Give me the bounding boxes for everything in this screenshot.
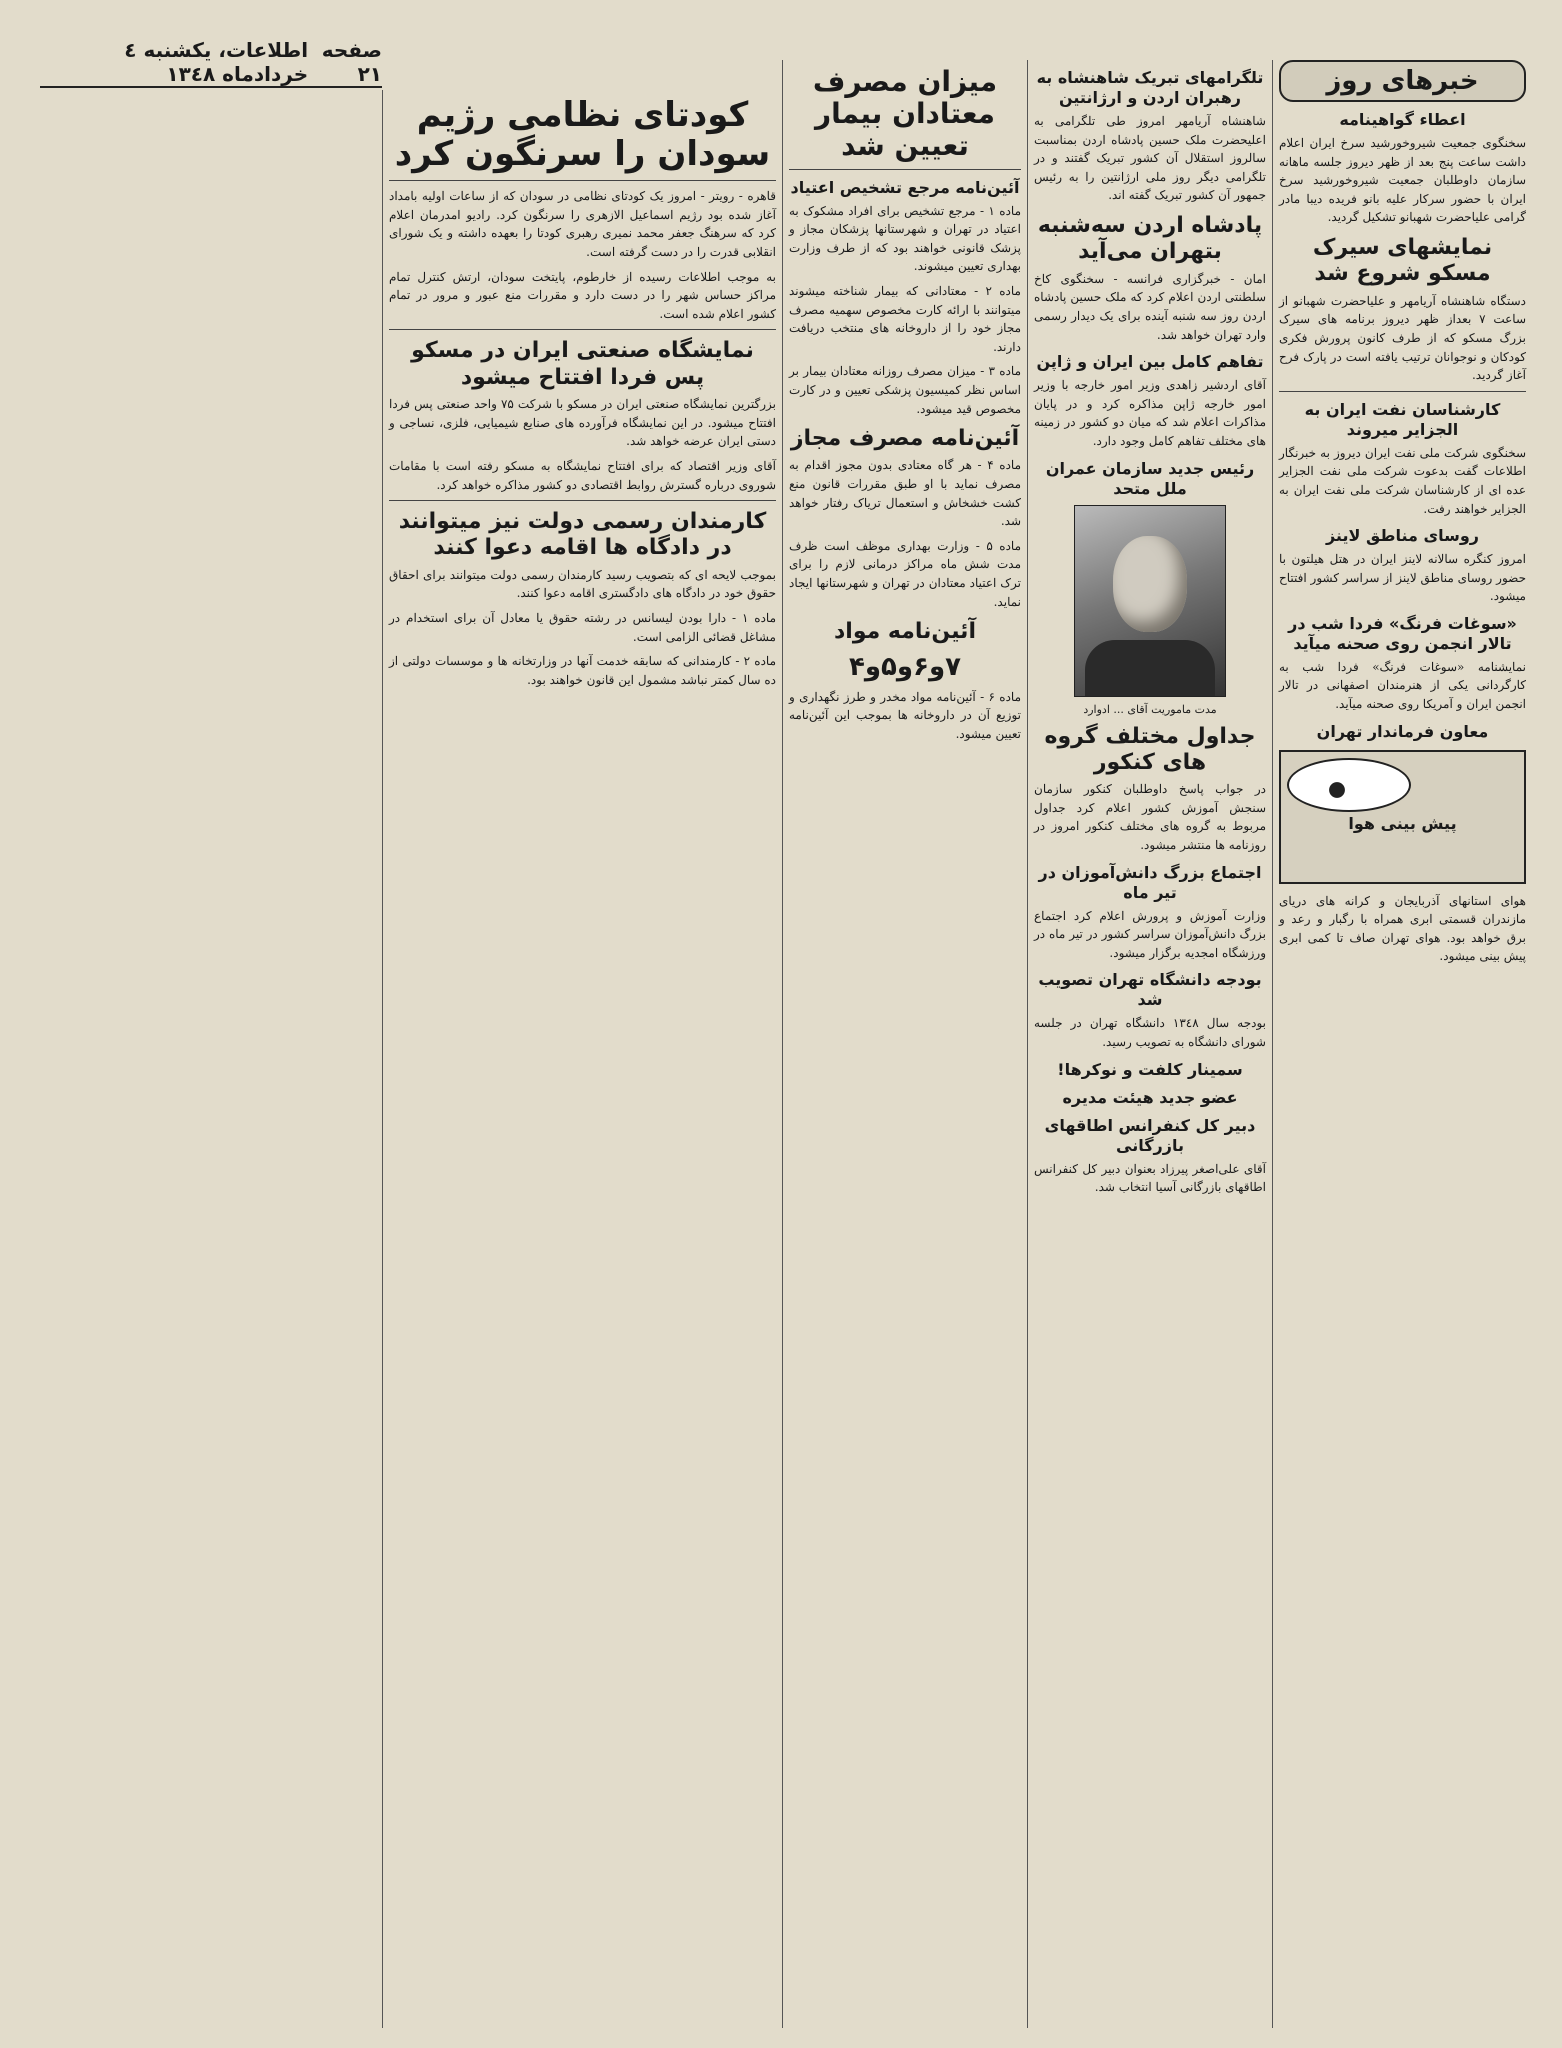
headline: آئین‌نامه مواد: [834, 619, 976, 645]
article-text: به موجب اطلاعات رسیده از خارطوم، پایتخت سودان، ارتش کنترل تمام مراکز حساس شهر را در دست دارد و مقررات منع عبور و مرور در تمام کشور اعلام شده است.: [389, 269, 776, 321]
headline: دبیر کل کنفرانس اطاقهای بازرگانی: [1044, 1115, 1256, 1155]
headline: تلگرامهای تبریک شاهنشاه به رهبران اردن و ارژانتین: [1036, 68, 1264, 107]
article-text: وزارت آموزش و پرورش اعلام کرد اجتماع بزرگ دانش‌آموزان سراسر کشور در تیر ماه در ورزشگاه امجدیه برگزار میشود.: [1034, 908, 1266, 960]
headline: سمینار کلفت و نوکرها!: [1057, 1059, 1243, 1079]
section-title: خبرهای روز: [1279, 60, 1526, 102]
headline: اعطاء گواهینامه: [1339, 110, 1466, 129]
weather-title: پیش بینی هوا: [1348, 813, 1457, 833]
portrait-photo: [1074, 505, 1226, 697]
headline: رئیس جدید سازمان عمران ملل متحد: [1045, 458, 1255, 498]
sun-icon: [1319, 772, 1355, 808]
article-text: امان - خبرگزاری فرانسه - سخنگوی کاخ سلطنتی اردن اعلام کرد که ملک حسین پادشاه اردن روز سه شنبه آینده برای یک دیدار رسمی وارد تهران خواهد شد.: [1034, 271, 1266, 342]
headline: معاون فرماندار تهران: [1316, 721, 1489, 741]
article-text: ماده ۱ - دارا بودن لیسانس در رشته حقوق یا معادل آن برای استخدام در مشاغل قضائی الزامی است.: [389, 611, 777, 644]
column-3: [782, 60, 1027, 2028]
headline: کارشناسان نفت ایران به الجزایر میروند: [1304, 399, 1501, 439]
column-news-of-day: [1272, 60, 1532, 2028]
headline: تفاهم کامل بین ایران و ژاپن: [1036, 352, 1264, 372]
divider: [389, 180, 776, 181]
article-text: بموجب لایحه ای که بتصویب رسید کارمندان رسمی دولت میتوانند برای احقاق حقوق خود در دادگاه های دادگستری اقامه دعوا کنند.: [389, 567, 776, 601]
column-2: [1027, 60, 1272, 2028]
issue-date: اطلاعات، یکشنبه ٤ خردادماه ۱۳٤۸: [124, 38, 309, 86]
divider: [389, 329, 776, 330]
article-text: ماده ۱ - مرجع تشخیص برای افراد مشکوک به اعتیاد در تهران و شهرستانها پزشکان مجاز و پزشک قانونی خواهند بود که از طرف وزارت بهداری تعیین میشوند.: [789, 203, 1021, 274]
article-text: آقای وزیر اقتصاد که برای افتتاح نمایشگاه به مسکو رفته است با مقامات شوروی درباره گسترش روابط اقتصادی دو کشور مذاکره خواهد کرد.: [389, 458, 776, 492]
article-text: دستگاه شاهنشاه آریامهر و علیاحضرت شهبانو از ساعت ۷ بعداز ظهر دیروز برنامه های سیرک بزرگ مسکو که از طرف کانون پرورش فکری کودکان و نوجوانان ترتیب یافته است در پارک فرح آغاز گردید.: [1279, 293, 1527, 383]
divider: [1279, 391, 1526, 392]
article-text: امروز کنگره سالانه لاینز ایران در هتل هیلتون با حضور روسای مناطق لاینز از سراسر کشور افتتاح میشود.: [1279, 552, 1526, 604]
article-numbers: ۷و۶و۵و۴: [848, 651, 961, 682]
headline: آئین‌نامه مرجع تشخیص اعتیاد: [790, 177, 1020, 197]
article-text: نمایشنامه «سوغات فرنگ» فردا شب به کارگردانی یکی از هنرمندان اصفهانی در تالار انجمن ایران و آمریکا روی صحنه میآید.: [1279, 659, 1526, 712]
photo-caption: مدت ماموریت آقای ... ادوارد: [1083, 702, 1217, 716]
article-text: ماده ۲ - کارمندانی که سابقه خدمت آنها در وزارتخانه ها و موسسات دولتی از ده سال کمتر نباشد مشمول این قانون خواهند بود.: [389, 654, 777, 687]
face: [1113, 536, 1187, 632]
masthead: [40, 38, 382, 88]
article-text: ماده ۶ - آئین‌نامه مواد مخدر و طرز نگهداری و توزیع آن در داروخانه ها بموجب این آئین‌نامه تعیین میشود.: [789, 689, 1022, 741]
main-headline: کودتای نظامی رژیم سودان را سرنگون کرد: [394, 95, 771, 175]
headline: نمایشگاه صنعتی ایران در مسکو پس فردا افتتاح میشود: [411, 338, 754, 390]
article-text: قاهره - رویتر - امروز یک کودتای نظامی در سودان که از ساعات اولیه بامداد آغاز شده بود رژیم اسماعیل الازهری را سرنگون کرد. رادیو امدرمان اعلام کرد که سرهنگ جعفر محمد نمیری رهبری کودتا را بعهده داشته و یک شورای انقلابی قدرت را در دست گرفته است.: [389, 189, 776, 259]
headline: اجتماع بزرگ دانش‌آموزان در تیر ماه: [1038, 862, 1262, 902]
article-text: ماده ۲ - معتادانی که بیمار شناخته میشوند میتوانند با ارائه کارت مخصوص سهمیه مصرف مجاز خود را از داروخانه های منتخب دریافت دارند.: [789, 283, 1021, 354]
headline: جداول مختلف گروه های کنکور: [1044, 723, 1256, 775]
article-text: در جواب پاسخ داوطلبان کنکور سازمان سنجش آموزش کشور اعلام کرد جداول مربوط به گروه های مختلف کنکور امروز در روزنامه ها منتشر میشود.: [1034, 782, 1266, 853]
suit: [1085, 640, 1215, 696]
article-text: هوای استانهای آذربایجان و کرانه های دریای مازندران قسمتی ابری همراه با رگبار و رعد و برق خواهد بود. هوای تهران صاف تا کمی ابری پیش بینی میشود.: [1279, 893, 1526, 964]
page-number: صفحه ۲۱: [321, 38, 382, 86]
headline: بودجه دانشگاه تهران تصویب شد: [1038, 970, 1262, 1010]
headline: «سوغات فرنگ» فردا شب در تالار انجمن روی صحنه میآید: [1288, 613, 1517, 653]
column-4: [382, 90, 782, 2028]
article-text: ماده ۳ - میزان مصرف روزانه معتادان بیمار بر اساس نظر کمیسیون پزشکی تعیین و در کارت مخصوص قید میشود.: [789, 364, 1021, 416]
article-text: سخنگوی شرکت ملی نفت ایران دیروز به خبرنگار اطلاعات گفت بدعوت شرکت ملی نفت الجزایر عده ای از کارشناسان شرکت ملی نفت ایران به الجزایر خواهند رفت.: [1279, 445, 1526, 516]
headline: آئین‌نامه مصرف مجاز: [790, 426, 1020, 452]
article-text: آقای اردشیر زاهدی وزیر امور خارجه با وزیر امور خارجه ژاپن مذاکره کرد و در پایان مذاکرات اعلام شد که میان دو کشور در زمینه های مختلف تفاهم کامل وجود دارد.: [1034, 378, 1266, 448]
weather-logo: [1287, 758, 1411, 812]
headline: کارمندان رسمی دولت نیز میتوانند در دادگاه ها اقامه دعوا کنند: [398, 509, 767, 561]
headline: پادشاه اردن سه‌شنبه بتهران می‌آید: [1037, 212, 1263, 265]
divider: [789, 169, 1021, 170]
divider: [389, 500, 776, 501]
weather-box: [1279, 750, 1526, 884]
article-text: شاهنشاه آریامهر امروز طی تلگرامی به اعلیحضرت ملک حسین پادشاه اردن بمناسبت سالروز استقلال آن کشور تبریک گفتند و در تلگرامی دیگر روز ملی ارژانتین را به رئیس جمهور آن کشور تبریک گفته اند.: [1034, 114, 1266, 203]
article-text: ماده ۵ - وزارت بهداری موظف است ظرف مدت شش ماه مراکز درمانی لازم را برای ترک اعتیاد معتادان در تهران و شهرستانها ایجاد نماید.: [789, 538, 1022, 609]
article-text: بودجه سال ۱۳٤۸ دانشگاه تهران در جلسه شورای دانشگاه به تصویب رسید.: [1034, 1016, 1267, 1050]
article-text: بزرگترین نمایشگاه صنعتی ایران در مسکو با شرکت ۷۵ واحد صنعتی پس فردا افتتاح میشود. در این نمایشگاه فرآورده های صنایع شیمیایی، فلزی، نساجی و دستی ایران عرضه خواهد شد.: [389, 397, 777, 449]
article-text: ماده ۴ - هر گاه معتادی بدون مجوز اقدام به مصرف نماید با او طبق مقررات قانون منع کشت خشخاش و استعمال تریاک رفتار خواهد شد.: [789, 458, 1021, 529]
headline: عضو جدید هیئت مدیره: [1062, 1087, 1238, 1107]
headline: نمایشهای سیرک مسکو شروع شد: [1312, 234, 1493, 287]
headline: روسای مناطق لاینز: [1325, 526, 1480, 546]
article-text: آقای علی‌اصغر پیرزاد بعنوان دبیر کل کنفرانس اطاقهای بازرگانی آسیا انتخاب شد.: [1034, 1161, 1266, 1195]
article-text: سخنگوی جمعیت شیروخورشید سرخ ایران اعلام داشت ساعت پنج بعد از ظهر دیروز جلسه ماهانه سازمان داوطلبان جمعیت شیروخورشید سرخ ایران با حضور سرکار علیه بانو فریده دیبا مادر گرامی علیاحضرت شهبانو تشکیل گردید.: [1279, 136, 1526, 225]
main-headline: میزان مصرف معتادان بیمار تعیین شد: [812, 65, 998, 163]
